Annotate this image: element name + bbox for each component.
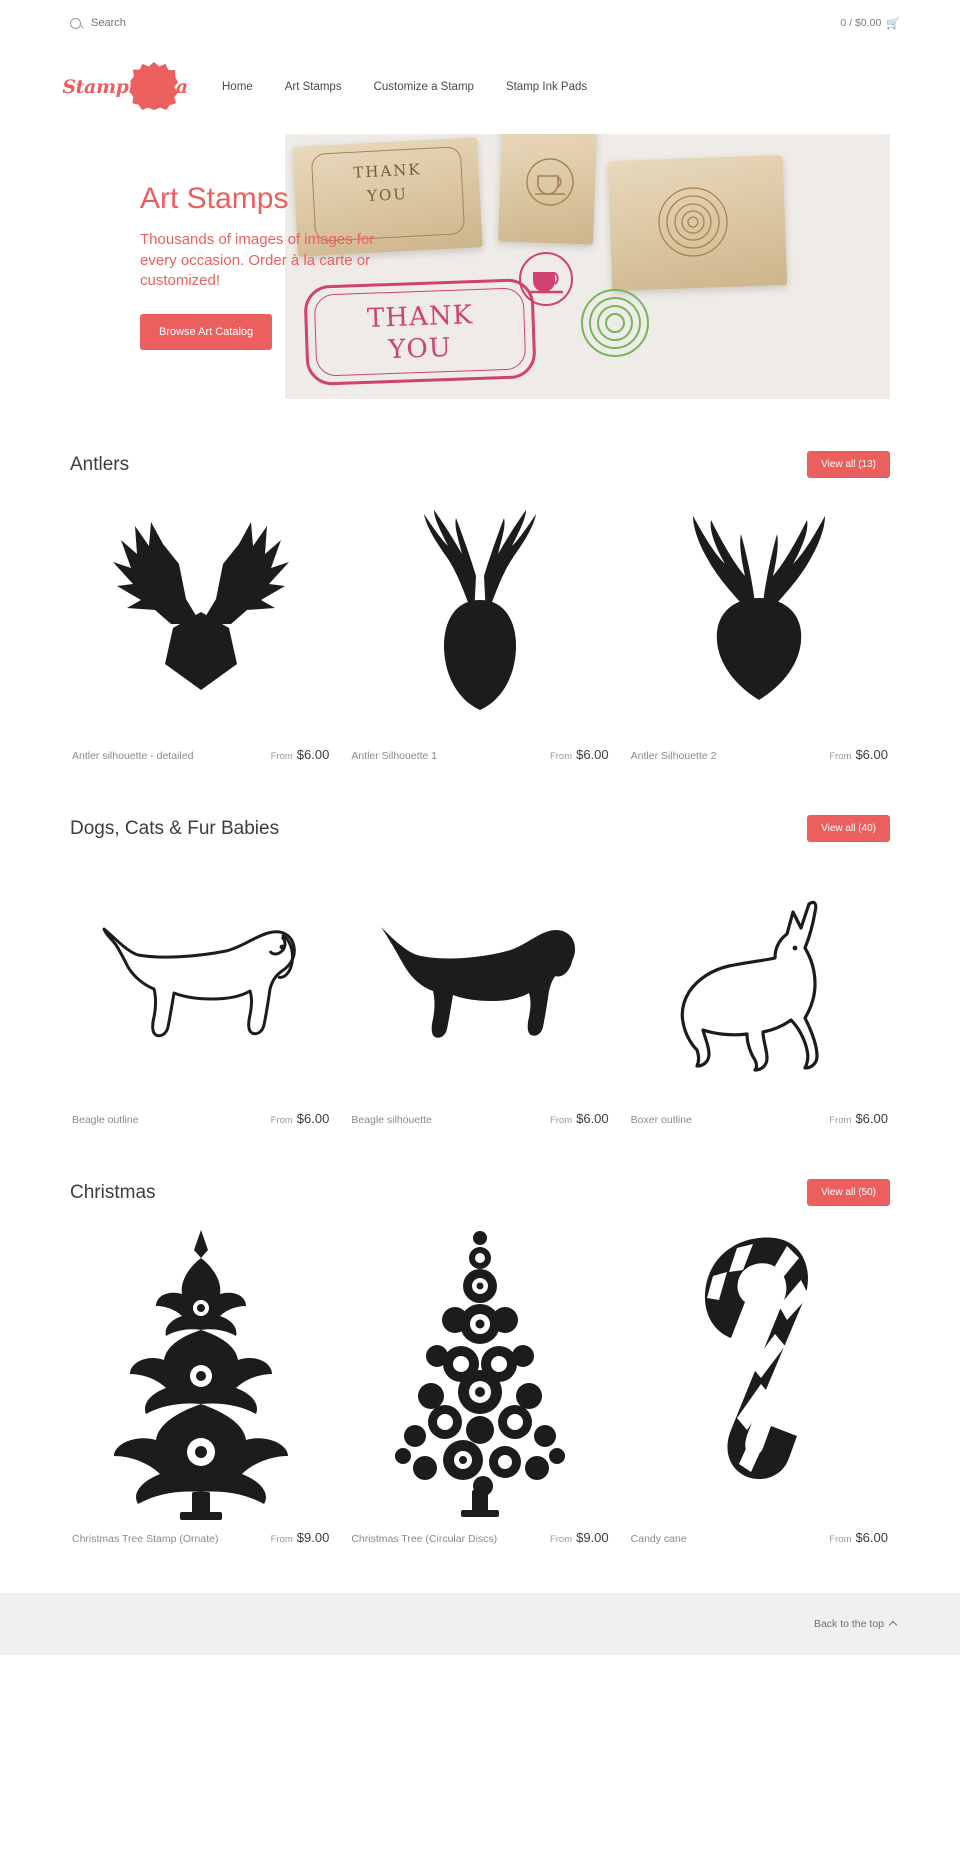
product-price bbox=[550, 747, 609, 762]
product-card[interactable] bbox=[349, 860, 610, 1127]
beagle-silhouette-icon bbox=[365, 893, 595, 1073]
product-title: Antler silhouette - detailed bbox=[72, 750, 194, 762]
product-meta bbox=[349, 1524, 610, 1546]
product-meta bbox=[70, 1105, 331, 1127]
hero-title: Art Stamps bbox=[140, 182, 289, 215]
product-price bbox=[829, 1111, 888, 1126]
product-price bbox=[271, 1111, 330, 1126]
site-header bbox=[0, 46, 960, 134]
collection-title: Christmas bbox=[70, 1181, 156, 1203]
product-meta bbox=[349, 741, 610, 763]
view-all-christmas-button[interactable]: View all (50) bbox=[807, 1179, 890, 1206]
collection-christmas bbox=[0, 1179, 960, 1546]
logo[interactable] bbox=[62, 58, 188, 116]
collection-header bbox=[70, 451, 890, 478]
product-card[interactable] bbox=[349, 496, 610, 763]
product-image[interactable] bbox=[629, 496, 890, 741]
utility-bar bbox=[0, 0, 960, 46]
boxer-outline-icon bbox=[659, 888, 859, 1078]
price-value: $6.00 bbox=[855, 1111, 888, 1127]
product-grid bbox=[70, 860, 890, 1127]
nav-item-customize-a-stamp[interactable]: Customize a Stamp bbox=[373, 81, 474, 93]
product-card[interactable] bbox=[349, 1224, 610, 1546]
logo-text: Stampitopia bbox=[62, 76, 188, 98]
collection-title: Dogs, Cats & Fur Babies bbox=[70, 817, 280, 839]
antler-silhouette-1-icon bbox=[370, 504, 590, 734]
shopping-cart-icon[interactable]: 🛒 bbox=[886, 17, 900, 30]
product-card[interactable] bbox=[70, 860, 331, 1127]
price-value: $6.00 bbox=[576, 1111, 609, 1127]
christmas-tree-circles-icon bbox=[375, 1224, 585, 1524]
green-rose-impression-icon bbox=[570, 284, 660, 362]
cart-total-label: 0 / $0.00 bbox=[840, 17, 882, 29]
price-value: $6.00 bbox=[855, 1530, 888, 1546]
product-price bbox=[550, 1111, 609, 1126]
product-meta bbox=[629, 741, 890, 763]
product-meta bbox=[70, 741, 331, 763]
product-price bbox=[271, 1530, 330, 1545]
product-card[interactable] bbox=[629, 860, 890, 1127]
price-from-label: From bbox=[270, 751, 293, 762]
product-grid bbox=[70, 1224, 890, 1546]
search-icon[interactable] bbox=[70, 18, 81, 29]
hero-subtitle: Thousands of images of images for every occasion. Order à la carte or customized! bbox=[140, 231, 375, 290]
product-card[interactable] bbox=[70, 496, 331, 763]
back-to-top-label: Back to the top bbox=[813, 1617, 884, 1630]
product-card[interactable] bbox=[629, 1224, 890, 1546]
product-image[interactable] bbox=[70, 860, 331, 1105]
price-value: $6.00 bbox=[855, 747, 888, 762]
product-price bbox=[829, 1530, 888, 1545]
product-title: Boxer outline bbox=[630, 1114, 692, 1127]
product-image[interactable] bbox=[349, 1224, 610, 1524]
product-grid bbox=[70, 496, 890, 763]
price-value: $6.00 bbox=[296, 747, 330, 762]
collection-header bbox=[70, 815, 890, 842]
nav-item-stamp-ink-pads[interactable]: Stamp Ink Pads bbox=[505, 81, 588, 93]
product-title: Antler Silhouette 2 bbox=[630, 750, 717, 762]
christmas-tree-ornate-icon bbox=[96, 1224, 306, 1524]
product-image[interactable] bbox=[629, 1224, 890, 1524]
antler-silhouette-2-icon bbox=[649, 504, 869, 734]
product-image[interactable] bbox=[349, 860, 610, 1105]
product-title: Antler Silhouette 1 bbox=[351, 750, 438, 762]
chevron-up-icon[interactable] bbox=[889, 1620, 897, 1628]
hero-text-block bbox=[140, 182, 390, 350]
antler-detailed-icon bbox=[91, 504, 311, 734]
product-price bbox=[550, 1530, 609, 1545]
product-meta bbox=[629, 1105, 890, 1127]
collection-dogs-cats-fur-babies bbox=[0, 815, 960, 1127]
price-value: $9.00 bbox=[576, 1530, 609, 1546]
product-meta bbox=[70, 1524, 331, 1546]
product-title: Christmas Tree (Circular Discs) bbox=[351, 1533, 498, 1546]
price-from-label: From bbox=[829, 1115, 852, 1127]
search-input[interactable] bbox=[89, 16, 269, 30]
search-form[interactable] bbox=[70, 16, 269, 30]
product-meta bbox=[349, 1105, 610, 1127]
beagle-outline-icon bbox=[86, 893, 316, 1073]
price-from-label: From bbox=[549, 1115, 573, 1127]
price-value: $6.00 bbox=[576, 747, 609, 762]
collection-header bbox=[70, 1179, 890, 1206]
candy-cane-icon bbox=[679, 1224, 839, 1524]
product-image[interactable] bbox=[70, 1224, 331, 1524]
product-title: Candy cane bbox=[630, 1533, 687, 1546]
product-image[interactable] bbox=[70, 496, 331, 741]
product-price bbox=[271, 747, 330, 762]
product-title: Beagle silhouette bbox=[351, 1114, 432, 1127]
price-from-label: From bbox=[270, 1115, 293, 1127]
coffee-cup-engraving-icon bbox=[521, 156, 579, 208]
nav-item-art-stamps[interactable]: Art Stamps bbox=[284, 81, 342, 93]
price-from-label: From bbox=[270, 1534, 293, 1546]
product-meta bbox=[629, 1524, 890, 1546]
product-image[interactable] bbox=[349, 496, 610, 741]
stamped-you: YOU bbox=[387, 332, 453, 366]
product-image[interactable] bbox=[629, 860, 890, 1105]
back-to-top-link[interactable] bbox=[814, 1618, 896, 1630]
site-footer bbox=[0, 1593, 960, 1655]
engraved-thank: THANK bbox=[352, 160, 423, 182]
collection-antlers bbox=[0, 451, 960, 763]
hero-banner bbox=[0, 134, 960, 399]
view-all-antlers-button[interactable]: View all (13) bbox=[807, 451, 890, 478]
product-title: Beagle outline bbox=[72, 1114, 139, 1127]
product-card[interactable] bbox=[629, 496, 890, 763]
view-all-dogs-button[interactable]: View all (40) bbox=[807, 815, 890, 842]
main-nav bbox=[222, 81, 587, 93]
product-card[interactable] bbox=[70, 1224, 331, 1546]
product-title: Christmas Tree Stamp (Ornate) bbox=[72, 1533, 219, 1546]
price-value: $9.00 bbox=[296, 1530, 330, 1546]
collection-title: Antlers bbox=[70, 453, 130, 475]
browse-art-catalog-button[interactable]: Browse Art Catalog bbox=[140, 314, 272, 350]
nav-item-home[interactable]: Home bbox=[222, 81, 253, 93]
price-from-label: From bbox=[829, 1534, 852, 1546]
engraved-you: YOU bbox=[366, 184, 409, 206]
cart-link[interactable] bbox=[840, 17, 900, 30]
product-price bbox=[829, 747, 888, 762]
price-from-label: From bbox=[549, 1534, 573, 1546]
price-value: $6.00 bbox=[296, 1111, 330, 1127]
price-from-label: From bbox=[549, 751, 573, 762]
price-from-label: From bbox=[829, 751, 852, 762]
rose-engraving-icon bbox=[650, 182, 736, 262]
stamped-thank: THANK bbox=[366, 300, 474, 334]
